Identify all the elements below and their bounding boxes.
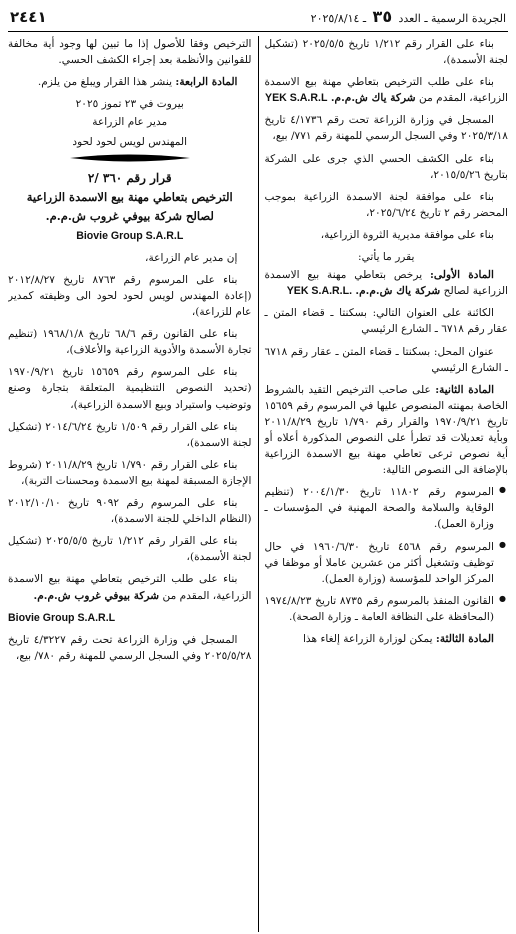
header-title-group: [311, 5, 506, 29]
paragraph: بناء على المرسوم رقم ١٥٦٥٩ تاريخ ١٩٧٠/٩/٢١ (تحديد النصوص التنظيمية المتعلقة بتجارة وصنع وتوضيب واستيراد وبيع الاسمدة الزراعية)،: [8, 366, 252, 411]
signature-name: المهندس لويس لحود لحود: [72, 136, 188, 149]
decision-title: قرار رقم ٣٦٠ /٢: [87, 170, 172, 185]
paragraph: المسجل في وزارة الزراعة تحت رقم ٤/١٧٣٦ تاريخ ٢٠٢٥/٣/١٨ وفي السجل الرسمي للمهنة رقم ٧٧١/ بيع،: [264, 114, 508, 143]
paragraph: بناء على القرار رقم ١/٢١٢ تاريخ ٢٠٢٥/٥/٥ (تشكيل لجنة الأسمدة)،: [8, 535, 252, 564]
paragraph: المسجل في وزارة الزراعة تحت رقم ٤/٣٢٢٧ تاريخ ٢٠٢٥/٥/٢٨ وفي السجل الرسمي للمهنة رقم ٧٨٠/ بيع،: [8, 633, 252, 662]
left-column: [8, 36, 258, 932]
paragraph: بناء على القرار رقم ١/٧٩٠ تاريخ ٢٠١١/٨/٢٩ (شروط الإجازة المسبقة لمهنة بيع الاسمدة ومحسنات التربة)،: [8, 458, 252, 487]
issue-number: ٣٥: [372, 6, 393, 26]
company-latin-name: YEK S.A.R.L.: [286, 285, 353, 298]
paragraph: بناء على طلب الترخيص بتعاطي مهنة بيع الاسمدة الزراعية، المقدم من شركة بيوفي غروب ش.م.م.: [8, 573, 252, 602]
article-1: المادة الأولى: يرخص بتعاطي مهنة بيع الاسمدة الزراعية لصالح شركة ياك ش.م.م. YEK S.A.R.L.: [264, 269, 508, 298]
company-name: شركة ياك ش.م.م.: [330, 92, 416, 105]
paragraph: بناء على الكشف الحسي الذي جرى على الشركة بتاريخ ٢٠١٥/٥/٢٦،: [264, 152, 508, 181]
gazette-title: الجريدة الرسمية ـ العدد: [398, 11, 506, 25]
paragraph: بناء على طلب الترخيص بتعاطي مهنة بيع الاسمدة الزراعية، المقدم من شركة ياك ش.م.م. YEK S.A.R.L: [264, 76, 508, 105]
article-4: المادة الرابعة: ينشر هذا القرار ويبلغ من يلزم.: [37, 76, 238, 89]
paragraph: بناء على القرار رقم ١/٢١٢ تاريخ ٢٠٢٥/٥/٥ (تشكيل لجنة الأسمدة)،: [264, 38, 508, 67]
decision-latin-name: Biovie Group S.A.R.L: [76, 229, 184, 242]
article-label: المادة الثالثة:: [435, 633, 494, 645]
company-name: شركة بيوفي غروب ش.م.م.: [33, 589, 160, 602]
article-2: المادة الثانية: على صاحب الترخيص التقيد بالشروط الخاصة بمهنته المنصوص عليها في المرسوم رقم ١٥٦٥٩ تاريخ ١٩٧٠/٩/٢١ والقرار رقم ١/٧٩٠ تاريخ ٢٠١١/٨/٢٩ وبأية تعديلات قد تطرأ على النصوص المذكورة أعلاه أو أية نصوص ترعى تعاطي مهنة بيع الاسمدة الزراعية بالإضافة الى النصوص التالية:: [264, 383, 508, 477]
list-item: ● المرسوم رقم ٤٥٦٨ تاريخ ١٩٦٠/٦/٣٠ في حال توظيف وتشغيل أكثر من عشرين عاملا أو موظفا في المركز الواحد للمؤسسة (وزارة العمل).: [265, 539, 509, 587]
company-name: شركة ياك ش.م.م.: [355, 285, 441, 298]
paragraph: الترخيص وفقا للأصول إذا ما تبين لها وجود أية مخالفة للقوانين والأنظمة بعد إجراء الكشف الحسي.: [8, 38, 252, 67]
company-latin-name: YEK S.A.R.L: [265, 92, 328, 105]
paragraph: الكائنة على العنوان التالي: بسكنتا ـ قضاء المتن ـ عقار رقم ٦٧١٨ ـ الشارع الرئيسي: [264, 307, 508, 336]
paragraph: عنوان المحل: بسكنتا ـ قضاء المتن ـ عقار رقم ٦٧١٨ ـ الشارع الرئيسي: [264, 345, 508, 374]
list-item: ● القانون المنفذ بالمرسوم رقم ٨٧٣٥ تاريخ ١٩٧٤/٨/٢٣ (المحافظة على النظافة العامة ـ وزارة الصحة).: [265, 593, 509, 625]
article-label: المادة الثانية:: [435, 383, 495, 396]
paragraph: بناء على القانون رقم ٦٨/٦ تاريخ ١٩٦٨/١/٨ (تنظيم تجارة الأسمدة والأدوية الزراعية والأعلاف)،: [8, 328, 252, 357]
paragraph: بناء على القرار رقم ١/٥٠٩ تاريخ ٢٠١٤/٦/٢٤ (تشكيل لجنة الاسمدة)،: [8, 420, 252, 449]
list-item: ● المرسوم رقم ١١٨٠٢ تاريخ ٢٠٠٤/١/٣٠ (تنظيم الوقاية والسلامة والصحة المهنية في المؤسسات ـ وزارة العمل).: [265, 484, 509, 532]
paragraph: إن مدير عام الزراعة،: [145, 251, 238, 264]
article-3: المادة الثالثة: يمكن لوزارة الزراعة إلغاء هذا: [302, 633, 494, 645]
signature-place-date: بيروت في ٢٣ تموز ٢٠٢٥: [75, 98, 184, 111]
signature-title: مدير عام الزراعة: [92, 116, 168, 129]
issue-date: ـ ٢٠٢٥/٨/١٤: [310, 11, 367, 25]
page-header: [8, 6, 508, 32]
section-ornament: [8, 153, 252, 163]
decides-line: يقرر ما يأتي:: [358, 251, 415, 264]
page-number: ٢٤٤١: [10, 8, 47, 27]
right-column: [259, 36, 509, 932]
ornament-divider-icon: [70, 153, 190, 163]
article-label: المادة الأولى:: [429, 269, 494, 282]
paragraph: بناء على المرسوم رقم ٨٧٦٣ تاريخ ٢٠١٢/٨/٢٧ (إعادة المهندس لويس لحود لحود الى وظيفته كمدير عام للزراعة)،: [8, 273, 252, 319]
decision-subtitle: لصالح شركة بيوفي غروب ش.م.م.: [45, 209, 214, 224]
column-divider: [258, 36, 259, 932]
decision-subtitle: الترخيص بتعاطي مهنة بيع الاسمدة الزراعية: [26, 189, 233, 204]
paragraph: بناء على موافقة مديرية الثروة الزراعية،: [320, 228, 494, 241]
article-label: المادة الرابعة:: [175, 76, 238, 89]
paragraph: بناء على المرسوم رقم ٩٠٩٢ تاريخ ٢٠١٢/١٠/١٠ (النظام الداخلي للجنة الاسمدة)،: [8, 497, 252, 526]
two-column-body: [8, 36, 508, 932]
paragraph: بناء على موافقة لجنة الاسمدة الزراعية بموجب المحضر رقم ٢ تاريخ ٢٠٢٥/٦/٢٤،: [264, 190, 508, 219]
company-latin-name: Biovie Group S.A.R.L: [8, 611, 116, 624]
